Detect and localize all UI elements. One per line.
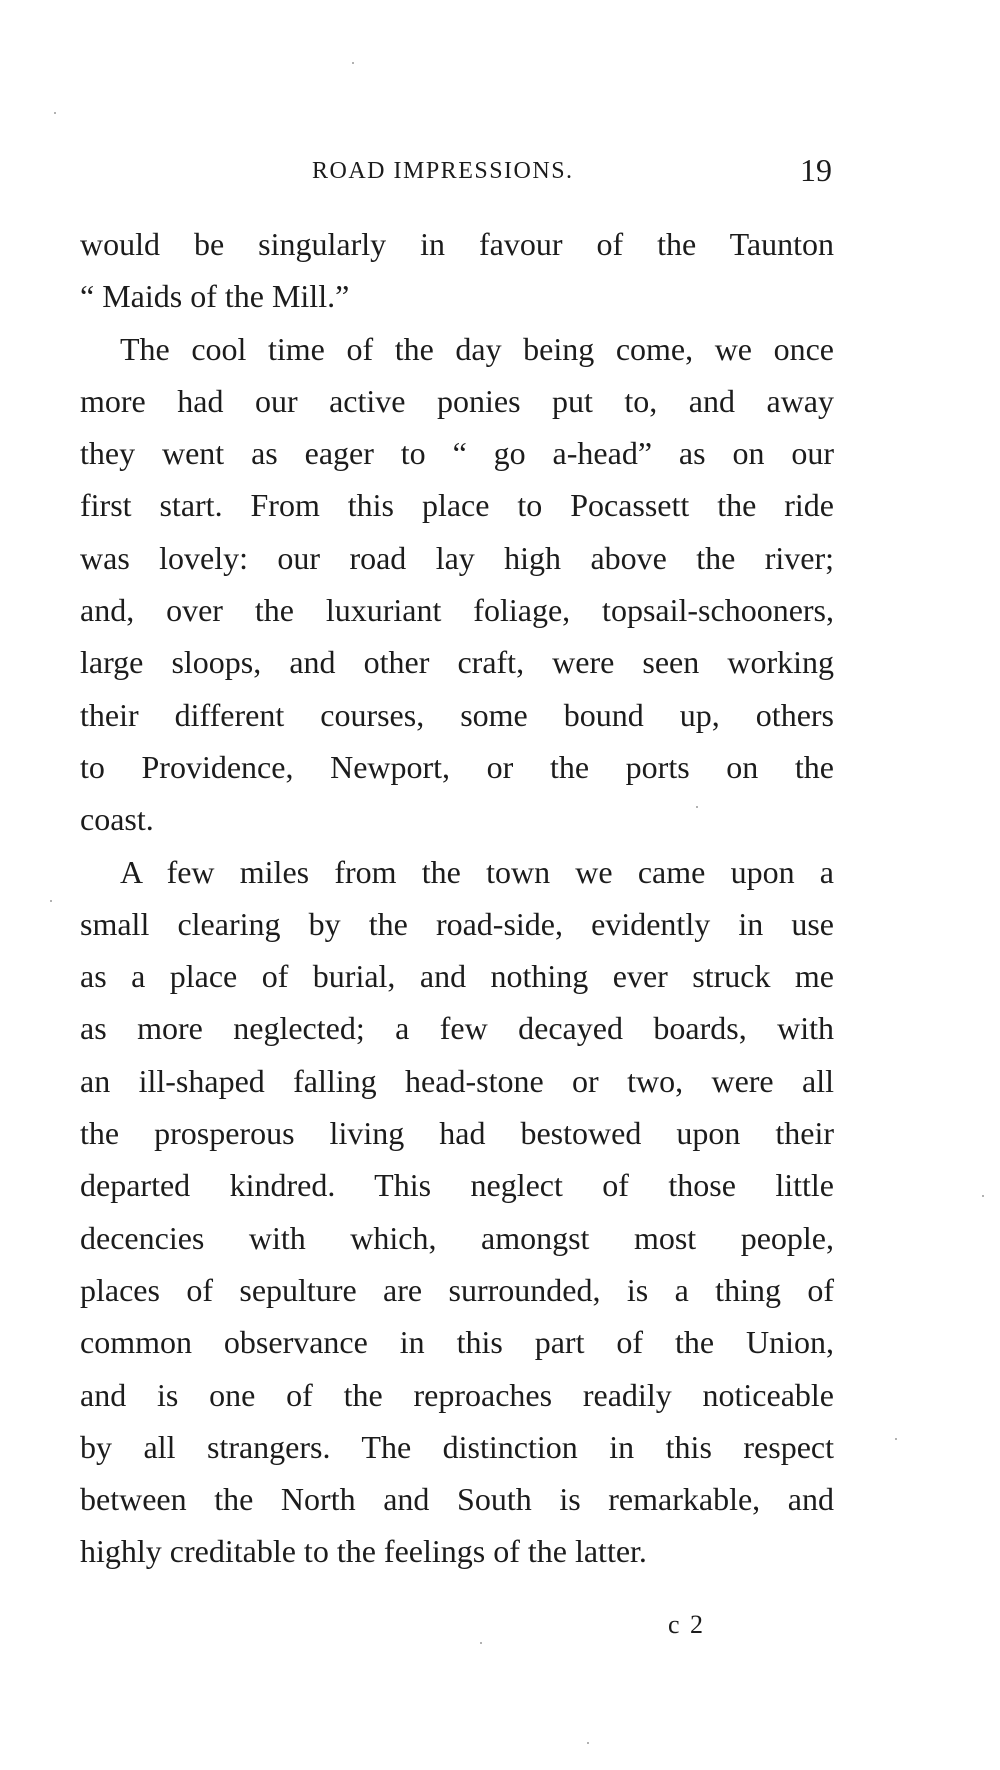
text-line: by all strangers. The distinction in this respect xyxy=(80,1428,834,1465)
paper-speck xyxy=(50,900,52,902)
paper-speck xyxy=(895,1438,897,1440)
text-line: between the North and South is remarkable, and xyxy=(80,1481,834,1518)
text-line: the prosperous living had bestowed upon their xyxy=(80,1115,834,1152)
text-line: coast. xyxy=(80,801,154,838)
page-number: 19 xyxy=(800,152,832,188)
paper-speck xyxy=(982,1195,984,1197)
running-header xyxy=(82,152,834,192)
text-line: small clearing by the road-side, evidently in use xyxy=(80,905,834,942)
paper-speck xyxy=(480,1642,482,1644)
paper-speck xyxy=(352,62,354,64)
text-line: large sloops, and other craft, were seen working xyxy=(80,644,834,681)
text-line: first start. From this place to Pocassett the ride xyxy=(80,487,834,524)
text-line: common observance in this part of the Union, xyxy=(80,1324,834,1361)
signature-mark: c 2 xyxy=(668,1610,706,1639)
text-line: “ Maids of the Mill.” xyxy=(80,278,350,315)
paragraph-first-line: A few miles from the town we came upon a xyxy=(120,853,834,890)
text-line: as more neglected; a few decayed boards, with xyxy=(80,1010,834,1047)
text-line: an ill-shaped falling head-stone or two, were all xyxy=(80,1062,834,1099)
text-line: places of sepulture are surrounded, is a thing of xyxy=(80,1271,834,1308)
running-title: ROAD IMPRESSIONS. xyxy=(312,158,574,184)
body-text xyxy=(80,218,834,1578)
paper-speck xyxy=(587,1742,589,1744)
paper-speck xyxy=(54,112,56,114)
text-line: they went as eager to “ go a-head” as on our xyxy=(80,435,834,472)
paragraph-first-line: The cool time of the day being come, we once xyxy=(120,330,834,367)
text-line: was lovely: our road lay high above the river; xyxy=(80,539,834,576)
text-line: and is one of the reproaches readily noticeable xyxy=(80,1376,834,1413)
paper-speck xyxy=(696,806,698,808)
text-line: would be singularly in favour of the Taunton xyxy=(80,226,834,262)
text-line: more had our active ponies put to, and away xyxy=(80,382,834,419)
text-line: as a place of burial, and nothing ever struck me xyxy=(80,958,834,995)
text-line: their different courses, some bound up, others xyxy=(80,696,834,733)
text-line: decencies with which, amongst most people, xyxy=(80,1219,834,1256)
text-line: and, over the luxuriant foliage, topsail-schooners, xyxy=(80,592,834,629)
text-line: highly creditable to the feelings of the latter. xyxy=(80,1533,647,1570)
text-line: departed kindred. This neglect of those little xyxy=(80,1167,834,1204)
text-line: to Providence, Newport, or the ports on the xyxy=(80,748,834,785)
